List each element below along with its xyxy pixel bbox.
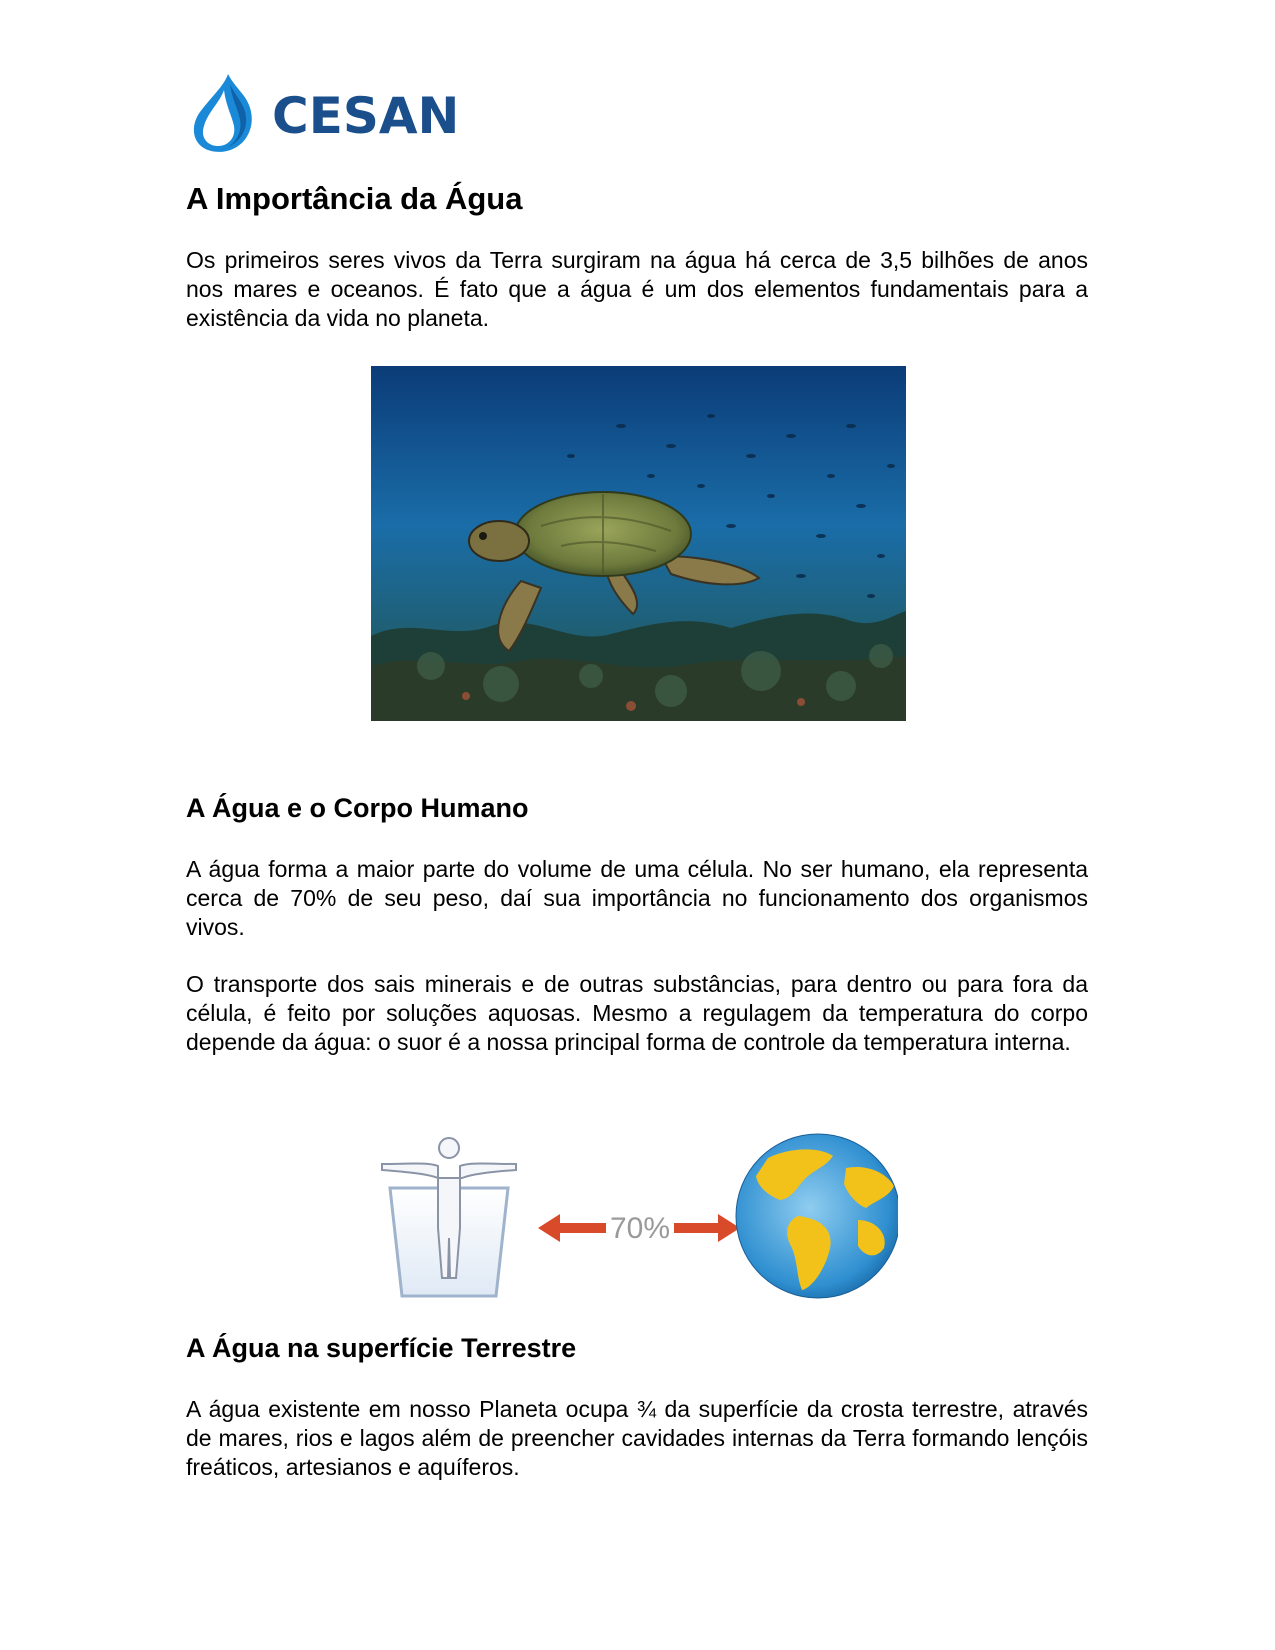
body-earth-70-figure xyxy=(378,1128,898,1308)
page-title: A Importância da Água xyxy=(186,181,523,216)
earth-globe-icon xyxy=(736,1134,898,1298)
brand-name: CESAN xyxy=(272,87,460,145)
water-drop-icon xyxy=(184,72,262,152)
section-heading: A Água e o Corpo Humano xyxy=(186,793,529,823)
sea-turtle-image xyxy=(371,366,906,721)
paragraph: Os primeiros seres vivos da Terra surgiram na água há cerca de 3,5 bilhões de anos nos mares e oceanos. É fato que a água é um dos elementos fundamentais para a existência da vida no planeta. xyxy=(186,247,1088,331)
section-heading: A Água na superfície Terrestre xyxy=(186,1333,577,1363)
paragraph: A água existente em nosso Planeta ocupa ¾ da superfície da crosta terrestre, através de mares, rios e lagos além de preencher cavidades internas da Terra formando lençóis freáticos, artesianos e aquíferos. xyxy=(186,1396,1088,1480)
percentage-label: 70% xyxy=(609,1212,671,1245)
left-arrow-icon xyxy=(538,1214,606,1242)
paragraph: O transporte dos sais minerais e de outras substâncias, para dentro ou para fora da célula, é feito por soluções aquosas. Mesmo a regulagem da temperatura do corpo depende da água: o suor é a nossa principal forma de controle da temperatura interna. xyxy=(186,971,1088,1055)
right-arrow-icon xyxy=(674,1214,740,1242)
cesan-logo xyxy=(184,72,459,152)
paragraph: A água forma a maior parte do volume de uma célula. No ser humano, ela representa cerca de 70% de seu peso, daí sua importância no funcionamento dos organismos vivos. xyxy=(186,856,1088,940)
